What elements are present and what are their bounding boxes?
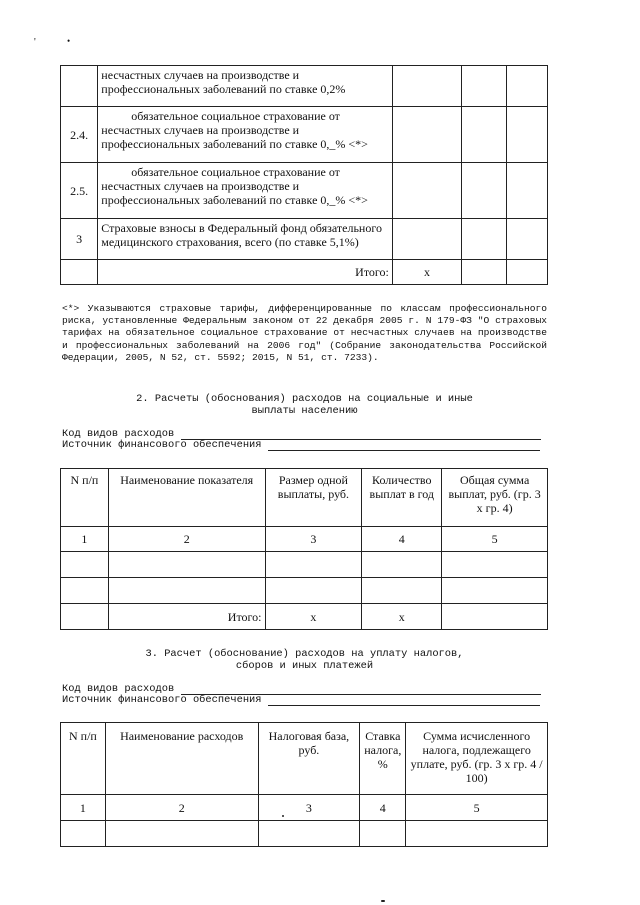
row-number: [61, 66, 98, 107]
social-payments-table: [60, 468, 548, 630]
table-cell: [392, 219, 461, 260]
section-3-heading: [62, 648, 547, 672]
section-heading-line: 3. Расчет (обоснование) расходов на уплату налогов,: [145, 648, 464, 660]
column-number: 3: [265, 527, 362, 552]
table-cell: [362, 578, 442, 604]
section-heading-line: выплаты населению: [251, 405, 358, 417]
column-number: 3: [258, 795, 360, 821]
table-cell: [61, 578, 109, 604]
table-cell: [362, 552, 442, 578]
row-number: 3: [61, 219, 98, 260]
table-cell: [442, 552, 548, 578]
funding-source-line: [268, 440, 540, 451]
scan-speck: [381, 900, 385, 902]
column-number: 2: [105, 795, 258, 821]
total-label: Итого:: [108, 604, 265, 630]
table-row: [61, 163, 548, 219]
table-cell: [265, 552, 362, 578]
section-heading-line: сборов и иных платежей: [235, 660, 374, 672]
expense-code-label: Код видов расходов: [62, 683, 175, 695]
table-total-row: [61, 260, 548, 285]
table-cell: [506, 260, 547, 285]
column-number: 4: [360, 795, 406, 821]
table-cell: [442, 604, 548, 630]
row-number: 2.4.: [61, 107, 98, 163]
table-row: [61, 66, 548, 107]
column-header: Ставка налога, %: [360, 723, 406, 795]
row-text: обязательное социальное страхование от несчастных случаев на производстве и профессиональных заболеваний по ставке 0,_% <*>: [98, 163, 393, 219]
funding-source-line: [268, 695, 540, 706]
column-header: Наименование расходов: [105, 723, 258, 795]
table-header-row: [61, 723, 548, 795]
table-cell: [258, 821, 360, 847]
row-number: 2.5.: [61, 163, 98, 219]
table-cell: [265, 578, 362, 604]
total-mark: x: [392, 260, 461, 285]
column-number: 4: [362, 527, 442, 552]
taxes-table: [60, 722, 548, 847]
table-cell: [462, 163, 507, 219]
table-row: [61, 552, 548, 578]
table-cell: [506, 107, 547, 163]
table-total-row: [61, 604, 548, 630]
table-cell: [506, 219, 547, 260]
table-cell: [360, 821, 406, 847]
table-row: [61, 578, 548, 604]
table-cell: [61, 604, 109, 630]
column-number-row: [61, 527, 548, 552]
scan-speck: [282, 815, 284, 817]
row-text: обязательное социальное страхование от несчастных случаев на производстве и профессиональных заболеваний по ставке 0,_% <*>: [98, 107, 393, 163]
table-row: [61, 219, 548, 260]
table-cell: [462, 260, 507, 285]
table-cell: [462, 66, 507, 107]
column-number-row: [61, 795, 548, 821]
column-number: 1: [61, 527, 109, 552]
section-2-heading: [62, 393, 547, 417]
table-cell: [61, 821, 106, 847]
funding-source-field: [62, 440, 547, 451]
column-header: Общая сумма выплат, руб. (гр. 3 х гр. 4): [442, 469, 548, 527]
scan-mark: ': [34, 37, 36, 48]
table-row: [61, 107, 548, 163]
scan-mark: •: [67, 36, 71, 46]
column-header: Количество выплат в год: [362, 469, 442, 527]
column-number: 2: [108, 527, 265, 552]
contributions-table: [60, 65, 548, 285]
table-cell: [462, 107, 507, 163]
total-label: Итого:: [98, 260, 393, 285]
table-cell: [108, 578, 265, 604]
row-text: Страховые взносы в Федеральный фонд обязательного медицинского страхования, всего (по ставке 5,1%): [98, 219, 393, 260]
total-mark: x: [362, 604, 442, 630]
column-number: 5: [406, 795, 548, 821]
table-cell: [442, 578, 548, 604]
table-cell: [506, 66, 547, 107]
total-mark: x: [265, 604, 362, 630]
expense-code-label: Код видов расходов: [62, 428, 175, 440]
column-number: 1: [61, 795, 106, 821]
funding-source-field: [62, 695, 547, 706]
table-cell: [506, 163, 547, 219]
column-header: Наименование показателя: [108, 469, 265, 527]
column-header: Налоговая база, руб.: [258, 723, 360, 795]
section-heading-line: 2. Расчеты (обоснования) расходов на социальные и иные: [136, 393, 473, 405]
table-cell: [406, 821, 548, 847]
funding-source-label: Источник финансового обеспечения: [62, 439, 262, 451]
table-cell: [61, 260, 98, 285]
column-header: Сумма исчисленного налога, подлежащего уплате, руб. (гр. 3 х гр. 4 / 100): [406, 723, 548, 795]
column-number: 5: [442, 527, 548, 552]
column-header: N п/п: [61, 469, 109, 527]
footnote: <*> Указываются страховые тарифы, дифференцированные по классам профессионального риска, установленные Федеральным законом от 22 декабря 2005 г. N 179-ФЗ "О страховых тарифах на обязательное социальное страхование от несчастных случаев на производстве и профессиональных заболеваний на 2006 год" (Собрание законодательства Российской Федерации, 2005, N 52, ст. 5592; 2015, N 51, ст. 7233).: [62, 303, 547, 363]
table-cell: [392, 163, 461, 219]
table-cell: [105, 821, 258, 847]
column-header: Размер одной выплаты, руб.: [265, 469, 362, 527]
column-header: N п/п: [61, 723, 106, 795]
table-cell: [392, 107, 461, 163]
table-cell: [462, 219, 507, 260]
table-cell: [392, 66, 461, 107]
table-cell: [108, 552, 265, 578]
table-cell: [61, 552, 109, 578]
funding-source-label: Источник финансового обеспечения: [62, 694, 262, 706]
table-row: [61, 821, 548, 847]
row-text: несчастных случаев на производстве и профессиональных заболеваний по ставке 0,2%: [98, 66, 393, 107]
table-header-row: [61, 469, 548, 527]
